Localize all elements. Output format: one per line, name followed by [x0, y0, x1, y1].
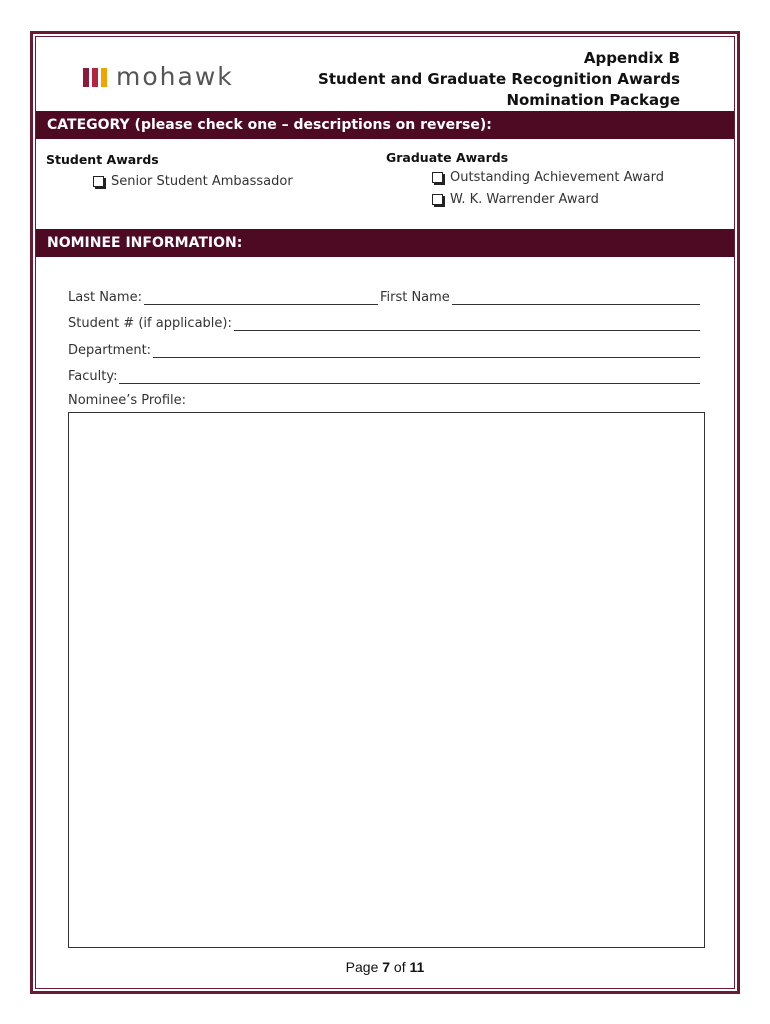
faculty-label: Faculty:: [68, 369, 118, 384]
checkbox-wk-warrender[interactable]: [432, 192, 599, 207]
checkbox-icon[interactable]: [93, 176, 104, 187]
category-section-bar: CATEGORY (please check one – descriptions on reverse):: [36, 111, 734, 139]
first-name-field[interactable]: [452, 291, 700, 305]
footer-current-page: 7: [382, 959, 391, 975]
last-name-label: Last Name:: [68, 290, 142, 305]
logo-bars-icon: [83, 67, 107, 87]
checkbox-icon[interactable]: [432, 172, 443, 183]
checkbox-icon[interactable]: [432, 194, 443, 205]
header-title: Student and Graduate Recognition Awards: [318, 70, 680, 88]
last-name-field[interactable]: [144, 291, 378, 305]
header-appendix: Appendix B: [583, 49, 680, 67]
student-number-field[interactable]: [234, 317, 700, 331]
name-row: [68, 287, 702, 305]
profile-label-row: [68, 390, 368, 408]
checkbox-label: Senior Student Ambassador: [111, 174, 293, 189]
checkbox-outstanding-achievement[interactable]: [432, 170, 664, 185]
department-row: [68, 340, 702, 358]
footer-total-pages: 11: [409, 959, 425, 975]
profile-label: Nominee’s Profile:: [68, 393, 187, 408]
footer-of: of: [390, 959, 410, 975]
student-awards-heading: Student Awards: [46, 152, 159, 167]
checkbox-label: Outstanding Achievement Award: [450, 170, 664, 185]
logo-wordmark: mohawk: [116, 62, 234, 91]
header-titles: [318, 48, 680, 111]
faculty-row: [68, 366, 702, 384]
page-footer: [0, 959, 770, 975]
department-field[interactable]: [153, 344, 700, 358]
checkbox-label: W. K. Warrender Award: [450, 192, 599, 207]
student-number-row: [68, 313, 702, 331]
department-label: Department:: [68, 343, 152, 358]
first-name-label: First Name: [379, 290, 450, 305]
footer-prefix: Page: [345, 959, 383, 975]
header-subtitle: Nomination Package: [506, 91, 680, 109]
graduate-awards-heading: Graduate Awards: [386, 150, 509, 165]
checkbox-senior-student-ambassador[interactable]: [93, 174, 293, 189]
mohawk-logo: [83, 62, 234, 91]
faculty-field[interactable]: [119, 370, 700, 384]
student-number-label: Student # (if applicable):: [68, 316, 232, 331]
nominee-profile-textarea[interactable]: [68, 412, 705, 948]
nominee-section-bar: NOMINEE INFORMATION:: [36, 229, 734, 257]
